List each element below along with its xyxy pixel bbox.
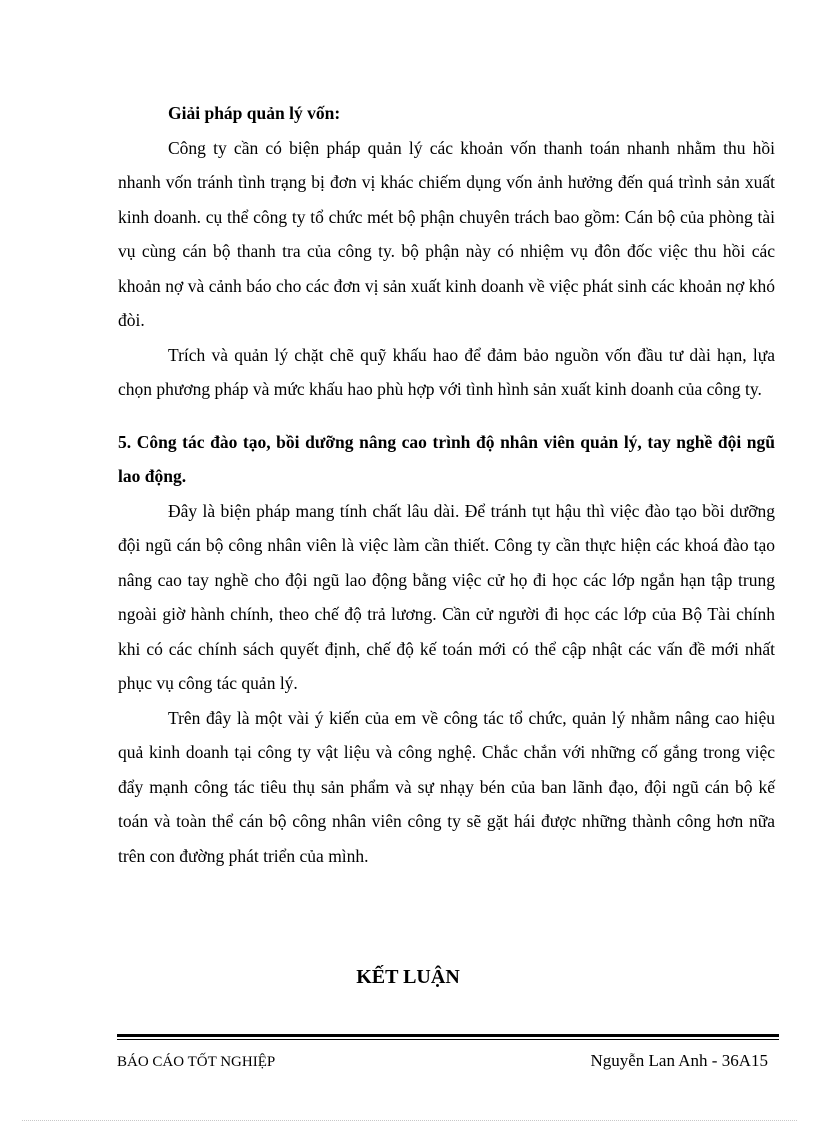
footer-author: Nguyễn Lan Anh - 36A15 — [590, 1051, 768, 1070]
section-5-heading: 5. Công tác đào tạo, bồi dưỡng nâng cao trình độ nhân viên quản lý, tay nghề đội ngũ lao động. — [118, 431, 775, 486]
capital-management-paragraph-2: Trích và quản lý chặt chẽ quỹ khấu hao để đảm bảo nguồn vốn đầu tư dài hạn, lựa chọn phương pháp và mức khấu hao phù hợp với tình hình sản xuất kinh doanh của công ty. — [118, 344, 775, 399]
footer-report-label: BÁO CÁO TỐT NGHIỆP — [117, 1054, 276, 1070]
document-body — [118, 96, 775, 873]
summary-paragraph: Trên đây là một vài ý kiến của em về công tác tổ chức, quản lý nhằm nâng cao hiệu quả kinh doanh tại công ty vật liệu và công nghệ. Chắc chắn với những cố gắng trong việc đẩy mạnh công tác tiêu thụ sản phẩm và sự nhạy bén của ban lãnh đạo, đội ngũ cán bộ kế toán và toàn thể cán bộ công nhân viên công ty sẽ gặt hái được những thành công hơn nữa trên con đường phát triển của mình. — [118, 707, 775, 866]
conclusion-title: KẾT LUẬN — [356, 966, 460, 988]
footer-rule-thin — [117, 1039, 779, 1040]
capital-management-paragraph-1: Công ty cần có biện pháp quản lý các khoản vốn thanh toán nhanh nhằm thu hồi nhanh vốn tránh tình trạng bị đơn vị khác chiếm dụng vốn ảnh hưởng đến quá trình sản xuất kinh doanh. cụ thể công ty tổ chức mét bộ phận chuyên trách bao gồm: Cán bộ của phòng tài vụ cùng cán bộ thanh tra của công ty. bộ phận này có nhiệm vụ đôn đốc việc thu hồi các khoản nợ và cảnh báo cho các đơn vị sản xuất kinh doanh về việc phát sinh các khoản nợ khó đòi. — [118, 137, 775, 330]
training-paragraph: Đây là biện pháp mang tính chất lâu dài. Để tránh tụt hậu thì việc đào tạo bồi dưỡng đội ngũ cán bộ công nhân viên là việc làm cần thiết. Công ty cần thực hiện các khoá đào tạo nâng cao tay nghề cho đội ngũ lao động bằng việc cử họ đi học các lớp ngắn hạn tập trung ngoài giờ hành chính, theo chế độ trả lương. Cần cử người đi học các lớp của Bộ Tài chính khi có các chính sách quyết định, chế độ kế toán mới có thể cập nhật các vấn đề mới nhất phục vụ công tác quản lý. — [118, 500, 775, 693]
capital-management-heading: Giải pháp quản lý vốn: — [168, 103, 341, 123]
footer-rule-thick — [117, 1034, 779, 1037]
page-bottom-edge — [22, 1120, 797, 1121]
